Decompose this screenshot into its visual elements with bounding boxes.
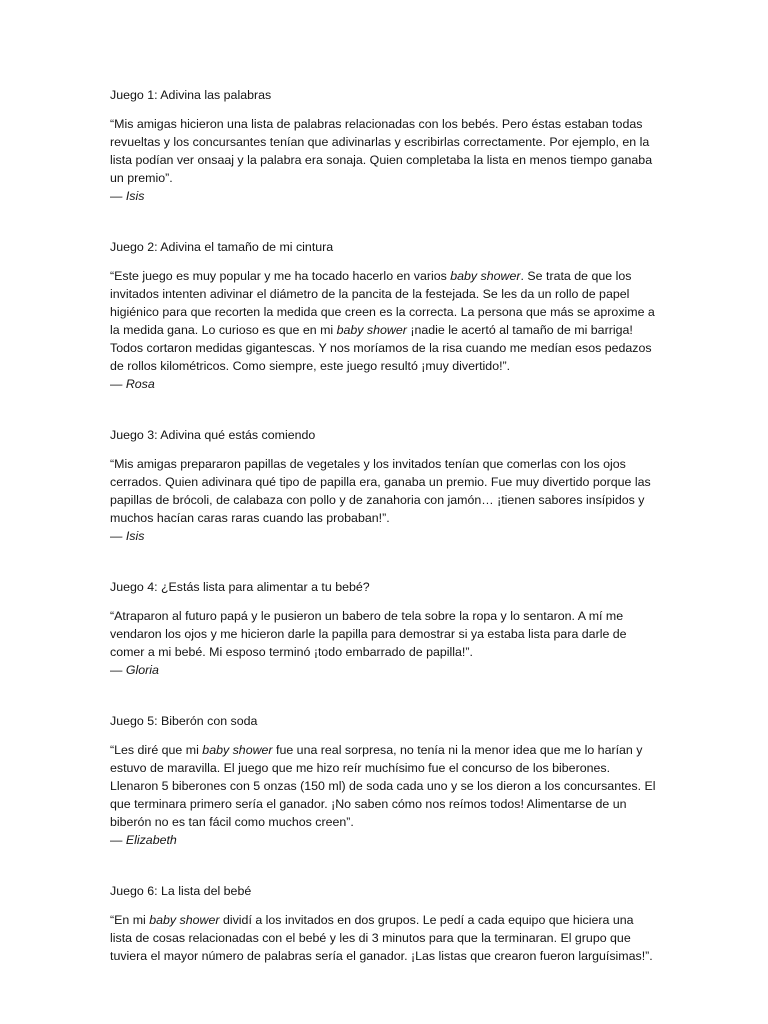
game-entry-4 (110, 578, 658, 679)
quote-text: fue una real sorpresa, no tenía ni la menor idea que me lo harían y estuvo de maravilla. El juego que me hizo reír muchísimo fue el concurso de los biberones. Llenaron 5 biberones con 5 onzas (150 ml) de soda cada uno y se los dieron a los concursantes. El que terminara primero sería el ganador. ¡No saben cómo nos reímos todos! Alimentarse de un biberón no es tan fácil como muchos creen”. (110, 743, 656, 829)
author-name: Elizabeth (125, 833, 177, 847)
author-name: Isis (125, 189, 145, 203)
game-title-1: Juego 1: Adivina las palabras (110, 88, 272, 102)
game-quote-1 (110, 115, 658, 187)
quote-text: “Mis amigas prepararon papillas de vegetales y los invitados tenían que comerlas con los ojos cerrados. Quien adivinara qué tipo de papilla era, ganaba un premio. Fue muy divertido porque las papillas de brócoli, de calabaza con pollo y de zanahoria con jamón… ¡tienen sabores insípidos y muchos hacían caras raras cuando las probaban!”. (110, 457, 651, 525)
game-quote-2 (110, 267, 658, 375)
document-page (110, 86, 658, 965)
author-dash: — (110, 377, 126, 391)
game-title-2: Juego 2: Adivina el tamaño de mi cintura (110, 240, 334, 254)
author-name: Isis (125, 529, 145, 543)
quote-text: “Les diré que mi (110, 743, 203, 757)
game-entry-6 (110, 882, 658, 965)
author-dash: — (110, 529, 126, 543)
game-quote-5 (110, 741, 658, 831)
quote-text: “Este juego es muy popular y me ha tocado hacerlo en varios (110, 269, 451, 283)
game-title-3: Juego 3: Adivina qué estás comiendo (110, 428, 316, 442)
author-dash: — (110, 833, 126, 847)
quote-italic-text: baby shower (450, 269, 521, 283)
quote-text: “En mi (110, 913, 150, 927)
game-quote-3 (110, 455, 658, 527)
game-author-line-1 (110, 187, 658, 205)
game-title-5: Juego 5: Biberón con soda (110, 714, 258, 728)
game-author-line-4 (110, 661, 658, 679)
game-author-line-5 (110, 831, 658, 849)
game-title-4: Juego 4: ¿Estás lista para alimentar a tu bebé? (110, 580, 370, 594)
game-author-line-2 (110, 375, 658, 393)
author-name: Rosa (125, 377, 155, 391)
game-quote-6 (110, 911, 658, 965)
quote-text: . Se trata de que los invitados intenten adivinar el diámetro de la pancita de la festejada. Se les da un rollo de papel higiénico para que recorten la medida que creen es la correcta. La persona que más se aproxime a la medida gana. Lo curioso es que en mi (110, 269, 655, 337)
game-author-line-3 (110, 527, 658, 545)
game-quote-4 (110, 607, 658, 661)
quote-text: “Atraparon al futuro papá y le pusieron un babero de tela sobre la ropa y lo sentaron. A mí me vendaron los ojos y me hicieron darle la papilla para demostrar si ya estaba lista para darle de comer a mi bebé. Mi esposo terminó ¡todo embarrado de papilla!”. (110, 609, 627, 659)
game-entry-1 (110, 86, 658, 205)
quote-italic-text: baby shower (336, 323, 407, 337)
quote-italic-text: baby shower (202, 743, 273, 757)
quote-text: ¡nadie le acertó al tamaño de mi barriga! Todos cortaron medidas gigantescas. Y nos moríamos de la risa cuando me medían esos pedazos de rollos kilométricos. Como siempre, este juego resultó ¡muy divertido!”. (110, 323, 652, 373)
game-title-6: Juego 6: La lista del bebé (110, 884, 252, 898)
game-entry-5 (110, 712, 658, 849)
author-name: Gloria (125, 663, 159, 677)
quote-italic-text: baby shower (149, 913, 220, 927)
quote-text: “Mis amigas hicieron una lista de palabras relacionadas con los bebés. Pero éstas estaban todas revueltas y los concursantes tenían que adivinarlas y escribirlas correctamente. Por ejemplo, en la lista podían ver onsaaj y la palabra era sonaja. Quien completaba la lista en menos tiempo ganaba un premio”. (110, 117, 653, 185)
author-dash: — (110, 189, 126, 203)
game-entry-2 (110, 238, 658, 393)
author-dash: — (110, 663, 126, 677)
quote-text: dividí a los invitados en dos grupos. Le pedí a cada equipo que hiciera una lista de cosas relacionadas con el bebé y les di 3 minutos para que la terminaran. El grupo que tuviera el mayor número de palabras sería el ganador. ¡Las listas que crearon fueron larguísimas!”. (110, 913, 653, 963)
game-entry-3 (110, 426, 658, 545)
